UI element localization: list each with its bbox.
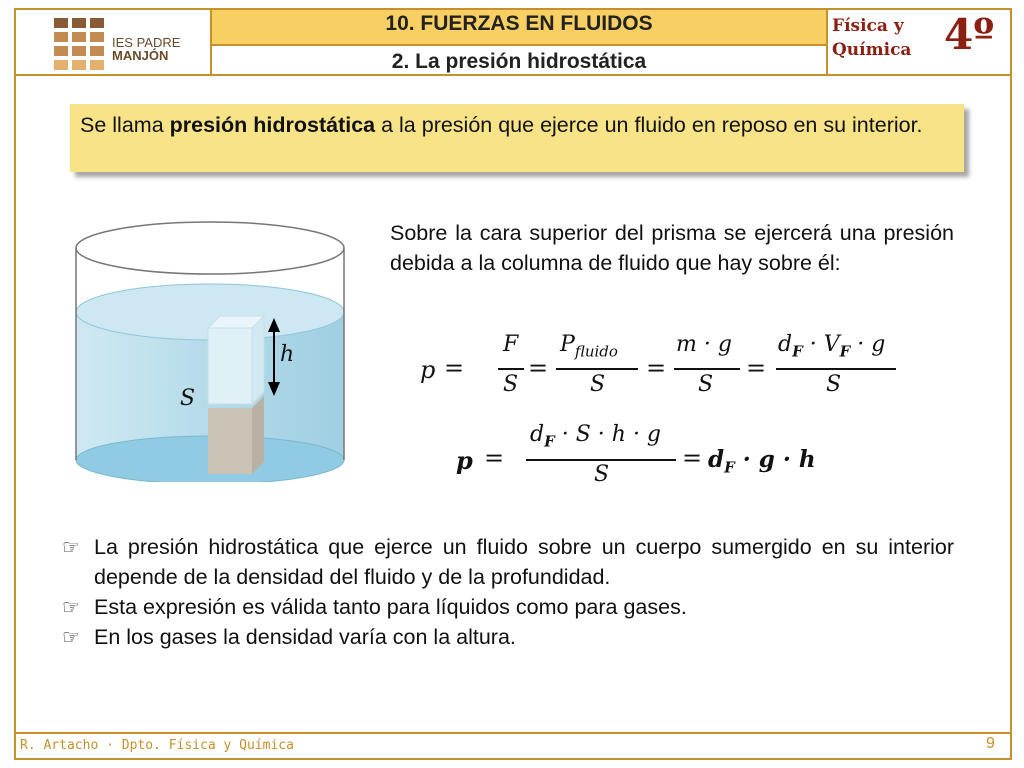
cylinder-top [76, 222, 344, 274]
logo-line1: IES PADRE [112, 35, 181, 50]
subject-line2: Química [832, 40, 912, 60]
fraction-num [778, 332, 885, 360]
subject-line1: Física y [832, 16, 904, 36]
fraction-bar [498, 368, 524, 370]
volume-symbol: · V [802, 332, 840, 357]
header-divider [826, 8, 828, 76]
density-sub: F [724, 458, 735, 477]
density-symbol: d [530, 422, 545, 447]
section-title: 2. La presión hidrostática [391, 50, 647, 73]
list-item [62, 532, 954, 592]
fraction-den: S [590, 372, 606, 397]
fraction-den: S [594, 462, 610, 487]
footer-divider [14, 732, 1012, 734]
fraction-den: S [698, 372, 714, 397]
bullet-text: Esta expresión es válida tanto para líquidos como para gases. [94, 595, 687, 619]
density-symbol: d [708, 446, 725, 473]
subject-label [832, 14, 911, 62]
list-item [62, 622, 954, 652]
fraction-num-sub: fluido [574, 342, 618, 361]
formula-symbol: p [456, 446, 473, 475]
formula-equals: = [682, 444, 703, 472]
surface-label: S [180, 386, 196, 411]
definition-term: presión hidrostática [169, 113, 376, 137]
fraction-bar [674, 368, 740, 370]
formula-equals: = [528, 354, 549, 382]
fraction-den: S [503, 372, 519, 397]
volume-sub: F [839, 342, 851, 361]
pointing-hand-icon: ☞ [62, 625, 80, 649]
formula-equals: = [484, 444, 505, 472]
cylinder-figure [70, 212, 350, 482]
result-rest: · g · h [734, 446, 816, 473]
density-sub: F [544, 432, 555, 451]
logo-text [112, 36, 180, 62]
pointing-hand-icon: ☞ [62, 595, 80, 619]
fraction-num-main: P [560, 332, 575, 357]
density-sub: F [792, 342, 803, 361]
fraction-bar [526, 459, 676, 461]
logo-line2: MANJÓN [112, 48, 169, 63]
bullet-text: En los gases la densidad varía con la altura. [94, 625, 516, 649]
formula-symbol: p [420, 356, 436, 384]
definition-post: a la presión que ejerce un fluido en reposo en su interior. [375, 113, 923, 137]
explanation-paragraph: Sobre la cara superior del prisma se ejercerá una presión debida a la columna de fluido que hay sobre él: [390, 221, 954, 275]
pointing-hand-icon: ☞ [62, 535, 80, 559]
fraction-bar [556, 368, 638, 370]
formula-equals: = [746, 354, 767, 382]
page-number: 9 [986, 735, 995, 752]
formula-result [708, 446, 816, 477]
list-item [62, 592, 954, 622]
prism-lower [208, 408, 252, 474]
header-divider [14, 74, 1012, 76]
definition-box [70, 104, 964, 172]
fraction-num: F [503, 332, 519, 357]
bullet-list [62, 532, 954, 652]
numerator-rest: · S · h · g [554, 422, 662, 447]
grade-label: 4º [944, 10, 995, 59]
prism-upper [208, 328, 252, 404]
footer-author: R. Artacho · Dpto. Física y Química [20, 738, 294, 753]
density-symbol: d [778, 332, 793, 357]
fraction-num [560, 332, 618, 360]
fraction-num: m · g [676, 332, 732, 357]
height-label: h [280, 342, 295, 367]
fraction-num [530, 422, 661, 450]
bullet-text: La presión hidrostática que ejerce un fluido sobre un cuerpo sumergido en su interior depende de la densidad del fluido y de la profundidad. [94, 535, 954, 589]
formula-equals: = [444, 354, 465, 382]
fraction-bar [776, 368, 896, 370]
unit-title: 10. FUERZAS EN FLUIDOS [212, 10, 826, 44]
gravity-symbol: · g [850, 332, 886, 357]
definition-pre: Se llama [80, 113, 170, 137]
fraction-den: S [826, 372, 842, 397]
formula-equals: = [646, 354, 667, 382]
